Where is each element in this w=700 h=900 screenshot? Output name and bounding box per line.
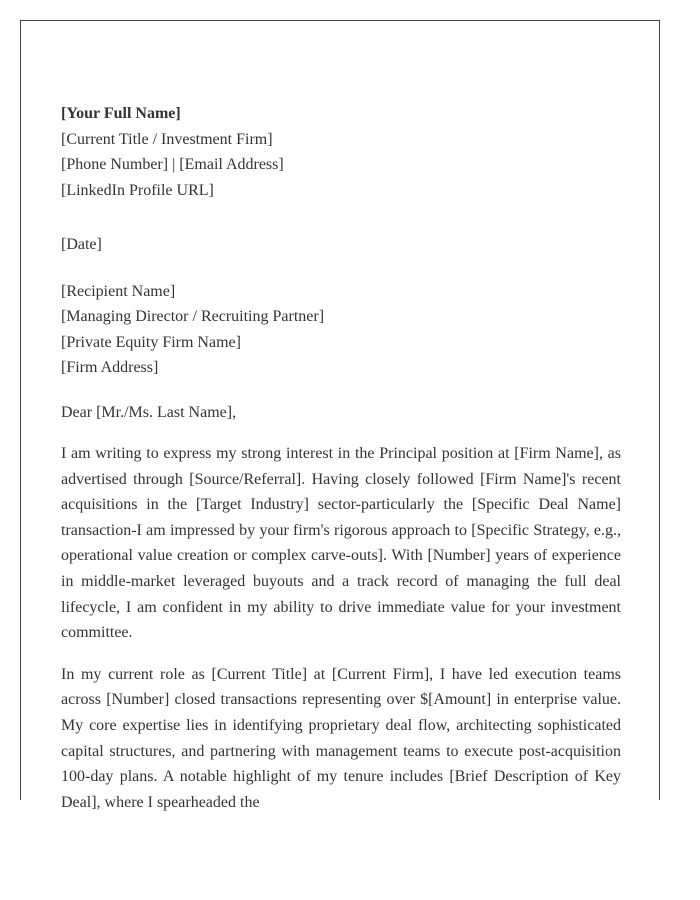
letter-content [61, 101, 621, 815]
body-paragraph-2: In my current role as [Current Title] at [Current Firm], I have led execution teams across [Number] closed transactions representing over $[Amount] in enterprise value. My core expertise lies in identifying proprietary deal flow, architecting sophisticated capital structures, and partnering with management teams to execute post-acquisition 100-day plans. A notable highlight of my tenure includes [Brief Description of Key Deal], where I spearheaded the [61, 665, 621, 811]
recipient-role: [Managing Director / Recruiting Partner] [61, 308, 325, 325]
sender-contact: [Phone Number] | [Email Address] [61, 156, 284, 173]
letter-page [20, 20, 660, 811]
letter-date: [Date] [61, 236, 102, 253]
sender-linkedin: [LinkedIn Profile URL] [61, 181, 214, 199]
sender-name: [Your Full Name] [61, 105, 181, 122]
recipient-firm: [Private Equity Firm Name] [61, 333, 241, 351]
recipient-address: [Firm Address] [61, 359, 159, 376]
sender-title: [Current Title / Investment Firm] [61, 130, 273, 148]
recipient-block [61, 279, 621, 381]
recipient-name: [Recipient Name] [61, 282, 176, 300]
body-paragraph-1: I am writing to express my strong interest in the Principal position at [Firm Name], as advertised through [Source/Referral]. Having closely followed [Firm Name]'s recent acquisitions in the [Target Industry] sector-particularly the [Specific Deal Name] transaction-I am impressed by your firm's rigorous approach to [Specific Strategy, e.g., operational value creation or complex carve-outs]. With [Number] years of experience in middle-market leveraged buyouts and a track record of managing the full deal lifecycle, I am confident in my ability to drive immediate value for your investment committee. [61, 445, 621, 642]
sender-block [61, 101, 621, 203]
salutation: Dear [Mr./Ms. Last Name], [61, 403, 237, 421]
